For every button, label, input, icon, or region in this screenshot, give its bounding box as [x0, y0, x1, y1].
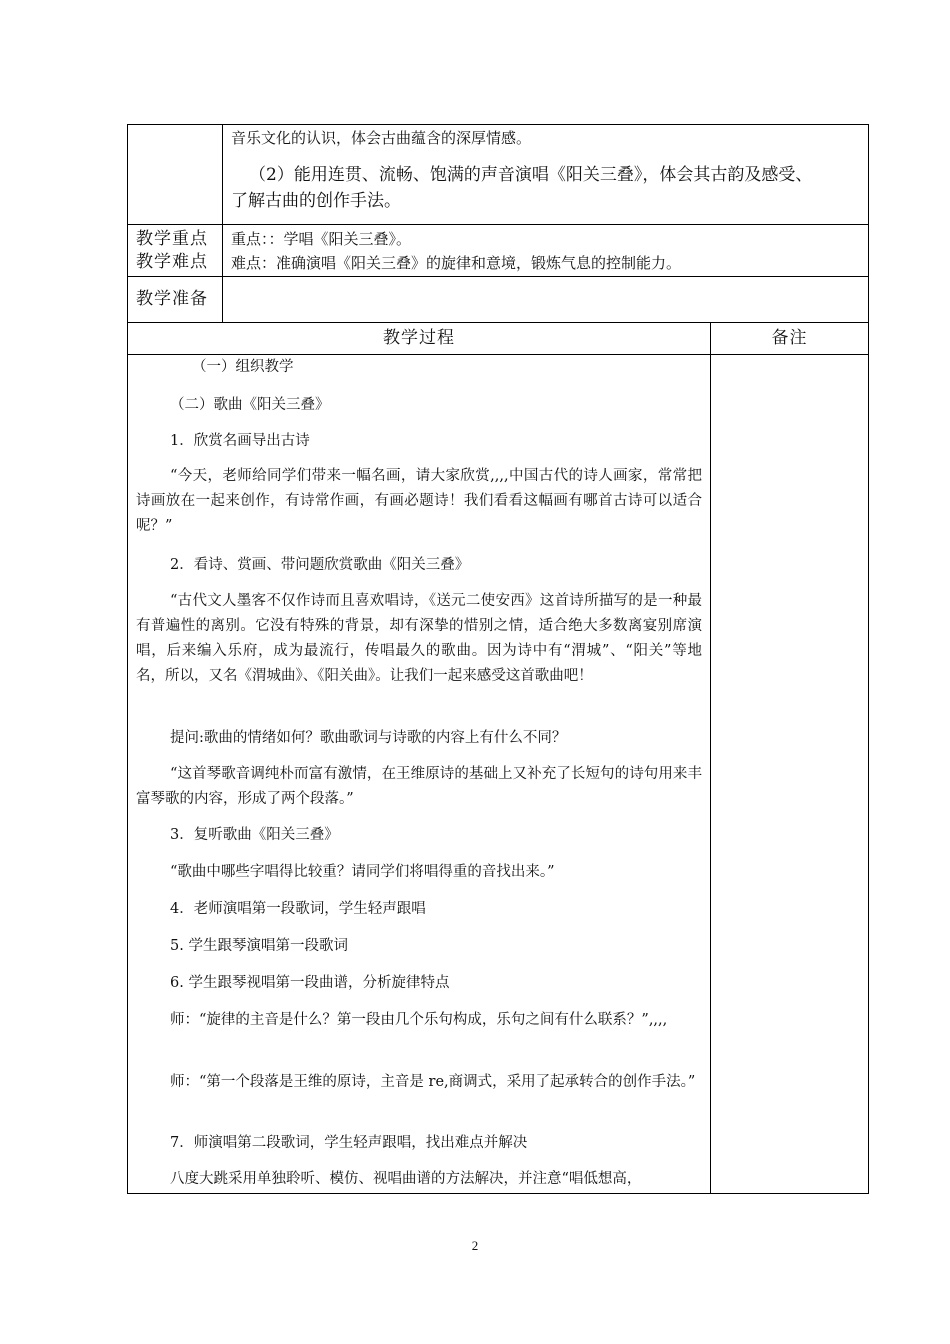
process-paragraph: 7．师演唱第二段歌词，学生轻声跟唱，找出难点并解决 — [170, 1135, 528, 1151]
notes-header: 备注 — [771, 328, 808, 348]
key-point-text: 重点：：学唱《阳关三叠》。 — [231, 230, 412, 248]
row-divider — [127, 224, 869, 225]
process-paragraph: 师：“旋律的主音是什么？第一段由几个乐句构成，乐句之间有什么联系？”,,,, — [170, 1012, 668, 1028]
process-paragraph: 1．欣赏名画导出古诗 — [170, 433, 310, 449]
process-paragraph: 师：“第一个段落是王维的原诗，主音是 re,商调式，采用了起承转合的创作手法。” — [170, 1074, 696, 1090]
difficulty-text: 难点：准确演唱《阳关三叠》的旋律和意境，锻炼气息的控制能力。 — [231, 254, 682, 272]
process-paragraph: 4．老师演唱第一段歌词，学生轻声跟唱 — [170, 901, 426, 917]
page-number: 2 — [471, 1238, 479, 1253]
row-divider — [127, 322, 869, 323]
objective-line-3: 了解古曲的创作手法。 — [231, 191, 401, 211]
process-paragraph: （二）歌曲《阳关三叠》 — [170, 397, 330, 413]
process-paragraph: （一）组织教学 — [192, 359, 294, 375]
process-paragraph: 3．复听歌曲《阳关三叠》 — [170, 827, 339, 843]
row-divider — [127, 276, 869, 277]
process-paragraph: 5. 学生跟琴演唱第一段歌词 — [170, 938, 348, 954]
objective-line-2: （2）能用连贯、流畅、饱满的声音演唱《阳关三叠》，体会其古韵及感受、 — [249, 165, 813, 185]
label-column-divider — [222, 124, 223, 322]
process-paragraph: “今天，老师给同学们带来一幅名画，请大家欣赏,,,,中国古代的诗人画家，常常把诗画放在一起来创作，有诗常作画，有画必题诗！我们看看这幅画有哪首古诗可以适合呢？” — [136, 468, 702, 534]
process-paragraph: “这首琴歌音调纯朴而富有激情，在王维原诗的基础上又补充了长短句的诗句用来丰富琴歌的内容，形成了两个段落。” — [136, 766, 702, 807]
objective-line-1: 音乐文化的认识，体会古曲蕴含的深厚情感。 — [231, 129, 532, 147]
process-paragraph: 提问:歌曲的情绪如何？歌曲歌词与诗歌的内容上有什么不同？ — [170, 730, 567, 746]
process-paragraph: “古代文人墨客不仅作诗而且喜欢唱诗，《送元二使安西》这首诗所描写的是一种最有普遍性的离别。它没有特殊的背景，却有深挚的惜别之情，适合绝大多数离宴别席演唱，后来编入乐府，成为最流行，传唱最久的歌曲。因为诗中有“渭城”、“阳关”等地名，所以，又名《渭城曲》、《阳关曲》。让我们一起来感受这首歌曲吧！ — [136, 593, 702, 684]
process-header: 教学过程 — [383, 328, 455, 348]
notes-column-divider — [710, 322, 711, 1194]
preparation-label: 教学准备 — [136, 289, 208, 309]
process-paragraph: “歌曲中哪些字唱得比较重？请同学们将唱得重的音找出来。” — [170, 864, 555, 880]
key-point-label: 教学重点 — [136, 229, 208, 249]
process-paragraph: 2．看诗、赏画、带问题欣赏歌曲《阳关三叠》 — [170, 557, 470, 573]
process-paragraph: 6. 学生跟琴视唱第一段曲谱，分析旋律特点 — [170, 975, 450, 991]
difficulty-label: 教学难点 — [136, 252, 208, 272]
process-paragraph: 八度大跳采用单独聆听、模仿、视唱曲谱的方法解决，并注意“唱低想高， — [170, 1171, 642, 1187]
